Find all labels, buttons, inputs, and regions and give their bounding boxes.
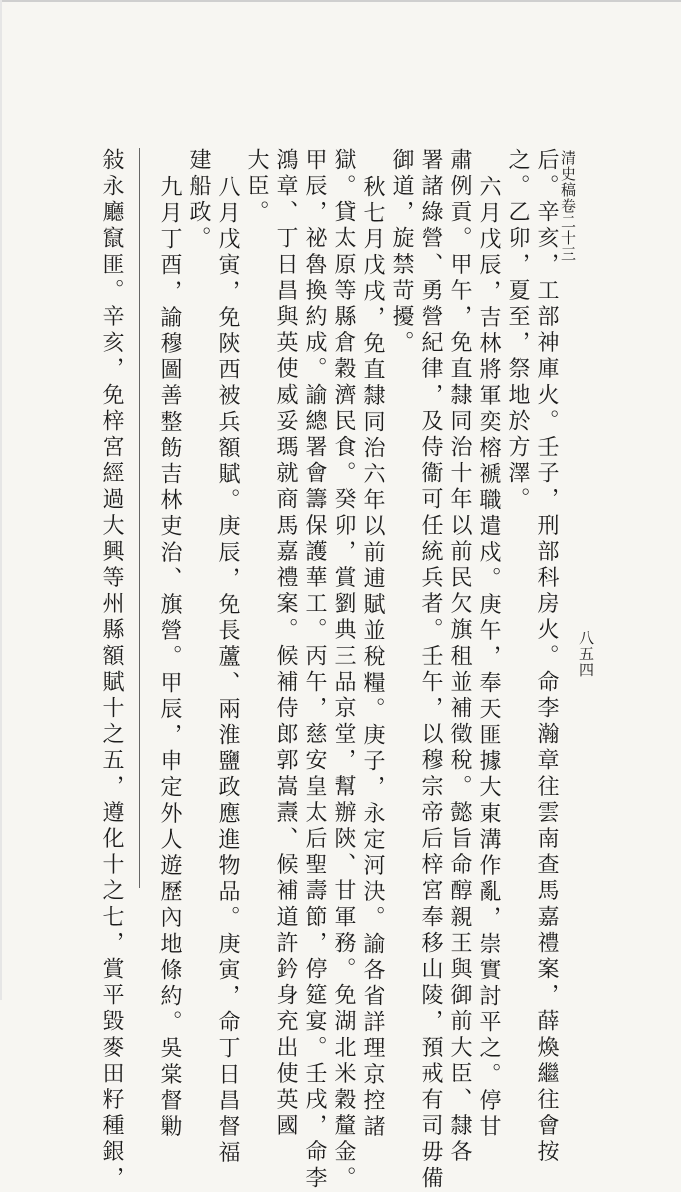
text-column: 敍永廳竄匪。辛亥，免梓宮經過大興等州縣額賦十之五，遵化十之七，賞平毀麥田籽種銀，: [99, 148, 124, 1192]
text-column: 九月丁酉，諭穆圖善整飭吉林吏治、旗營。甲辰，申定外人遊歷內地條約。吳棠督勦: [157, 175, 182, 1141]
text-column: 署諸綠營、勇營紀律，及侍衞可任統兵者。壬午，以穆宗帝后梓宮奉移山陵，預戒有司毋備: [418, 148, 443, 1192]
text-column: 甲辰，祕魯換約成。諭總署會籌保護華工。丙午，慈安皇太后聖壽節，停筵宴。壬戌，命李: [302, 148, 327, 1192]
page-number: 八五四: [577, 630, 595, 678]
text-column: 肅例貢。甲午，免直隸同治十年以前民欠旗租並補徵稅。懿旨命醇親王與御前大臣、隸各: [447, 148, 472, 1166]
text-column: 大臣。: [244, 148, 269, 227]
text-column: 御道，旋禁苛擾。: [389, 148, 414, 357]
page-edge-left: [0, 0, 2, 1000]
text-column: 鴻章、丁日昌與英使威妥瑪就商馬嘉禮案。候補侍郎郭嵩燾、候補道許鈐身充出使英國: [273, 148, 298, 1140]
text-column: 六月戊辰，吉林將軍奕榕褫職遣戍。庚午，奉天匪據大東溝作亂，崇實討平之。停甘: [476, 175, 501, 1141]
text-column: 秋七月戊戌，免直隸同治六年以前逋賦並稅糧。庚子，永定河決。諭各省詳理京控諸: [360, 175, 385, 1141]
text-column: 后。辛亥，工部神庫火。壬子，刑部科房火。命李瀚章往雲南查馬嘉禮案，薛煥繼往會按: [534, 148, 559, 1166]
text-column: 之。乙卯，夏至，祭地於方澤。: [505, 148, 530, 514]
running-title: 清史稿卷二十三: [559, 150, 577, 262]
text-column: 八月戊寅，免陝西被兵額賦。庚辰，免長蘆、兩淮鹽政應進物品。庚寅，命丁日昌督福: [215, 175, 240, 1167]
text-column: 建船政。: [186, 148, 211, 253]
ruled-line: [139, 148, 140, 888]
page-edge-top: [0, 0, 681, 2]
text-column: 獄。貸太原等縣倉穀濟民食。癸卯，賞劉典三品京堂，幫辦陝、甘軍務。免湖北米穀釐金。: [331, 148, 356, 1192]
